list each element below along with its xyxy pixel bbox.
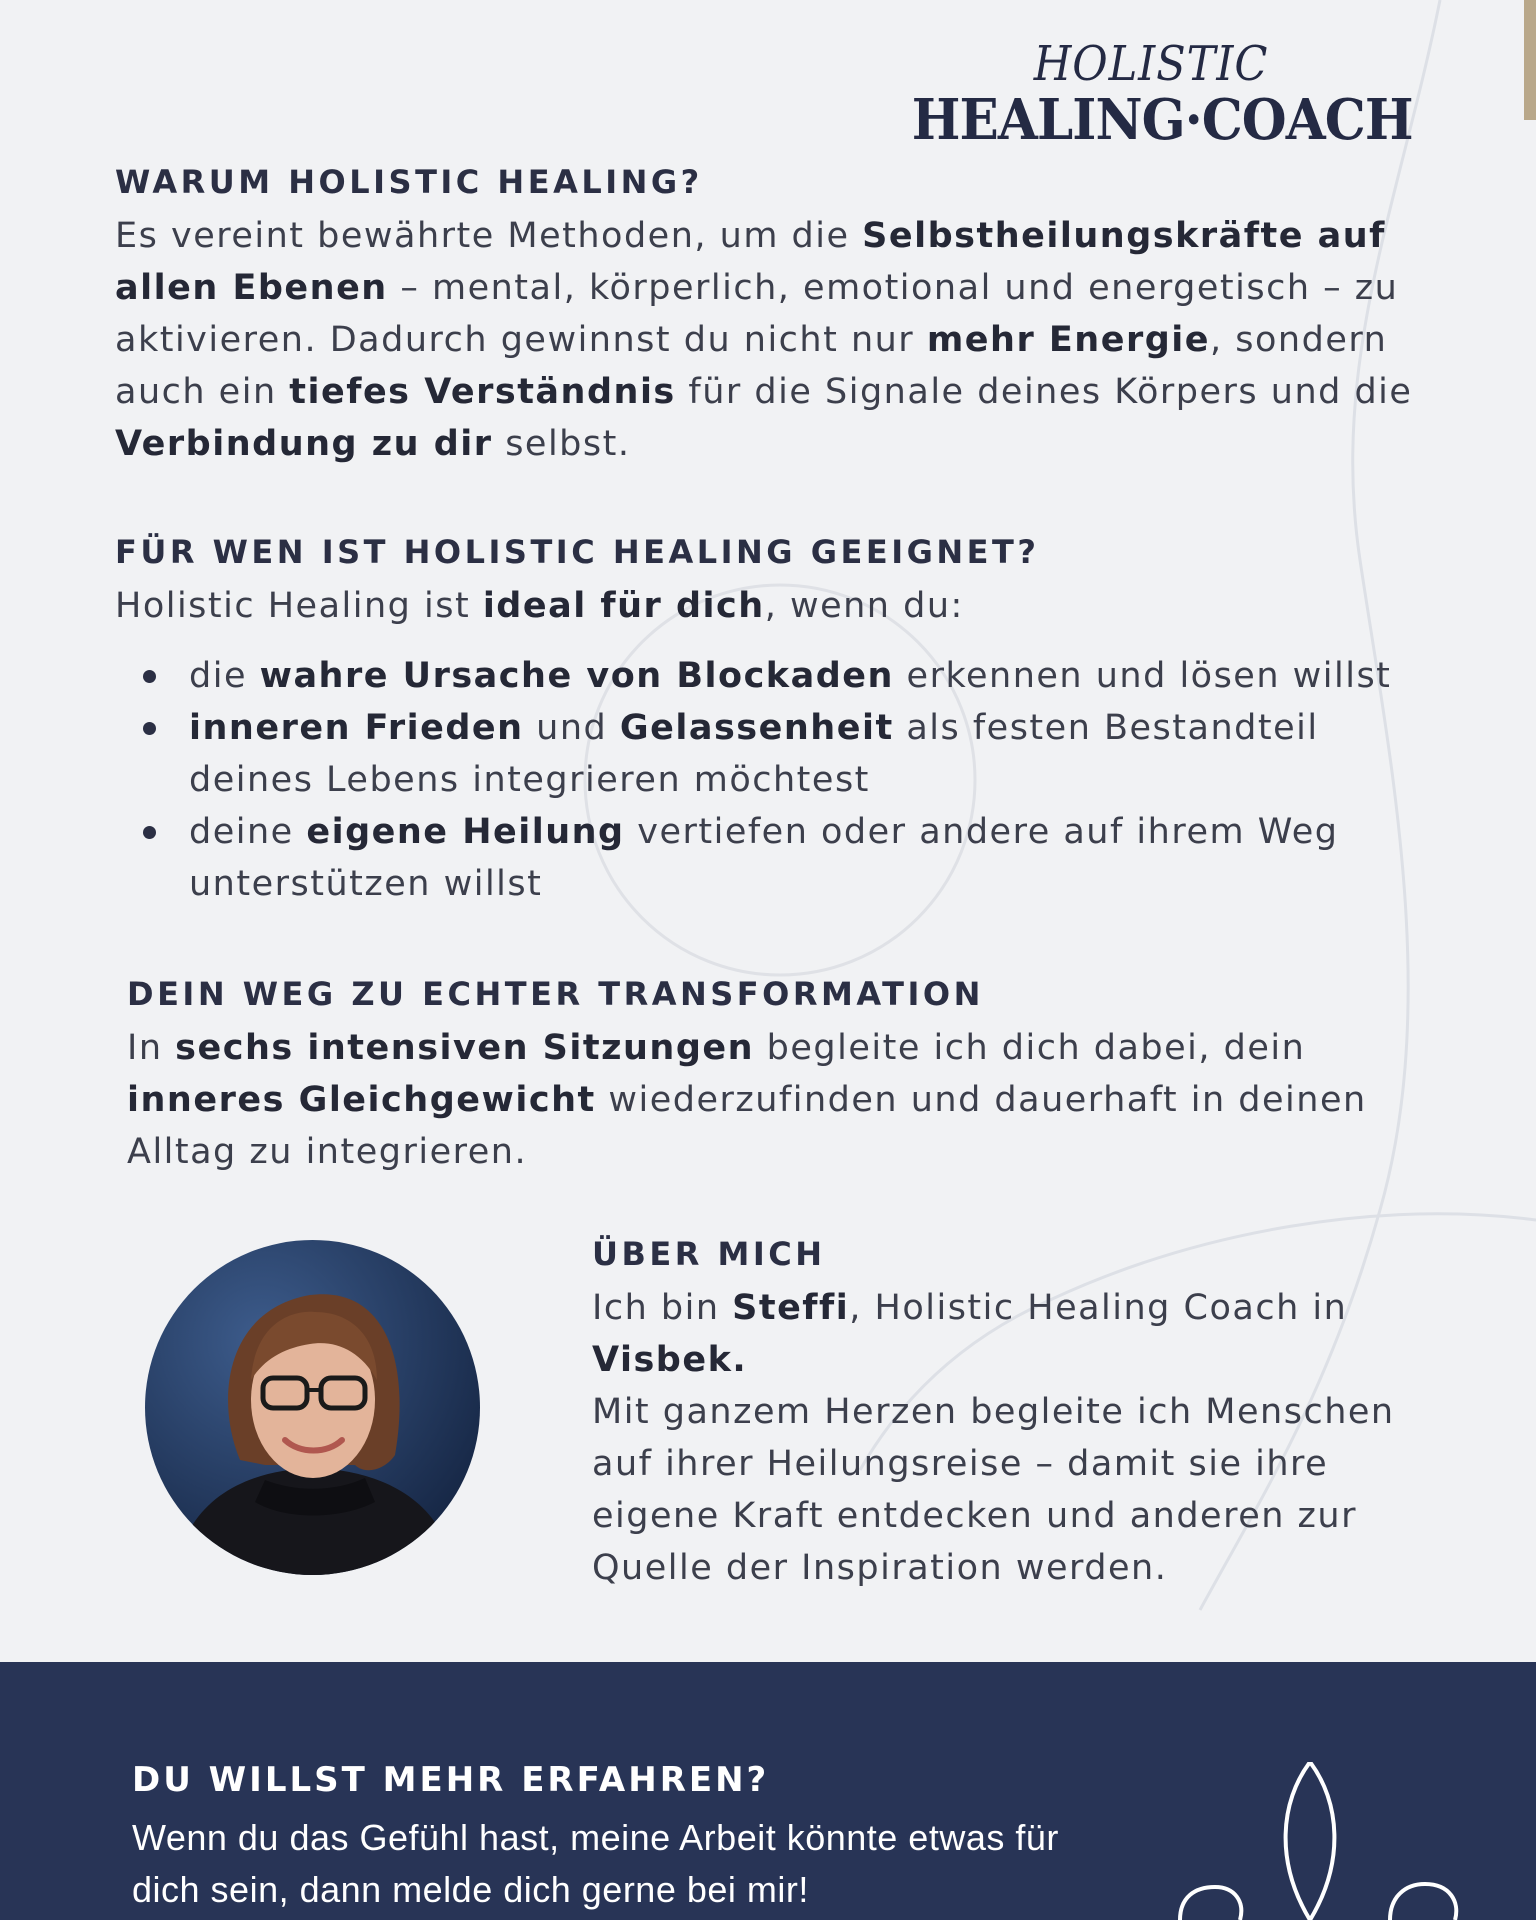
text-span: Es vereint bewährte Methoden, um die [115,216,863,256]
text-span: erkennen und lösen willst [893,656,1392,696]
text-span: wiederzufinden und dauerhaft in deinen Alltag zu integrieren. [127,1080,1367,1172]
bold-span: Verbindung zu dir [115,424,493,464]
text-span: für die Signale deines Körpers und die [675,372,1413,412]
logo-line-2: HEALING·COACH [911,87,1413,153]
about-heading: ÜBER MICH [592,1235,826,1273]
bullet-icon [143,670,156,683]
bold-span: inneres Gleichgewicht [127,1080,596,1120]
section-why-heading: WARUM HOLISTIC HEALING? [115,163,703,201]
bold-span: tiefes Verständnis [289,372,676,412]
bold-span: eigene Heilung [306,812,625,852]
lotus-icon [1150,1762,1536,1920]
list-item [139,806,1415,910]
brand-logo [891,36,1413,153]
text-span: , sondern auch ein [115,320,1388,412]
bold-span: Gelassenheit [619,708,894,748]
text-span: In [127,1028,176,1068]
suitability-list [115,650,1415,910]
section-transformation-heading: DEIN WEG ZU ECHTER TRANSFORMATION [127,975,984,1013]
section-transformation-text [127,1022,1427,1178]
section-who [115,530,1415,910]
about-section [592,1232,1452,1594]
text-span: vertiefen oder andere auf ihrem Weg unterstützen willst [189,812,1339,904]
text-span: – mental, körperlich, emotional und energetisch – zu aktivieren. Dadurch gewinnst du nicht nur [115,268,1399,360]
section-who-intro [115,580,1415,632]
contact-footer [0,1662,1536,1920]
footer-text: Wenn du das Gefühl hast, meine Arbeit könnte etwas für dich sein, dann melde dich gerne bei mir! [132,1817,1059,1910]
footer-heading: DU WILLST MEHR ERFAHREN? [132,1760,770,1800]
bullet-icon [143,826,156,839]
logo-line-1: HOLISTIC [1033,36,1269,92]
bold-span: ideal für dich [482,586,765,626]
section-who-heading: FÜR WEN IST HOLISTIC HEALING GEEIGNET? [115,533,1040,571]
about-text: Mit ganzem Herzen begleite ich Menschen auf ihrer Heilungsreise – damit sie ihre eigene Kraft entdecken und anderen zur Quelle der Inspiration werden. [592,1392,1395,1588]
bold-span: mehr Energie [926,320,1211,360]
text-span: als festen Bestandteil deines Lebens integrieren möchtest [189,708,1319,800]
text-span: Holistic Healing ist [115,586,483,626]
bullet-icon [143,722,156,735]
coach-portrait-photo [145,1240,480,1575]
section-why-text [115,210,1415,470]
list-item [139,702,1415,806]
text-span: , Holistic Healing Coach in [849,1288,1348,1328]
list-item [139,650,1415,702]
bold-span: inneren Frieden [189,708,524,748]
bold-span: Selbstheilungskräfte auf allen Ebenen [115,216,1386,308]
section-why [115,160,1415,470]
text-span: deine [189,812,307,852]
text-span: Ich bin [592,1288,733,1328]
bold-span: Steffi [732,1288,850,1328]
text-span: und [523,708,620,748]
bold-span: sechs intensiven Sitzungen [175,1028,755,1068]
text-span: selbst. [492,424,631,464]
bold-span: Visbek. [592,1340,748,1380]
portrait-illustration [145,1240,480,1575]
about-intro [592,1282,1452,1386]
text-span: , wenn du: [764,586,964,626]
text-span: die [189,656,260,696]
bold-span: wahre Ursache von Blockaden [259,656,894,696]
table-edge [1524,0,1536,120]
section-transformation [127,972,1427,1178]
text-span: begleite ich dich dabei, dein [754,1028,1306,1068]
